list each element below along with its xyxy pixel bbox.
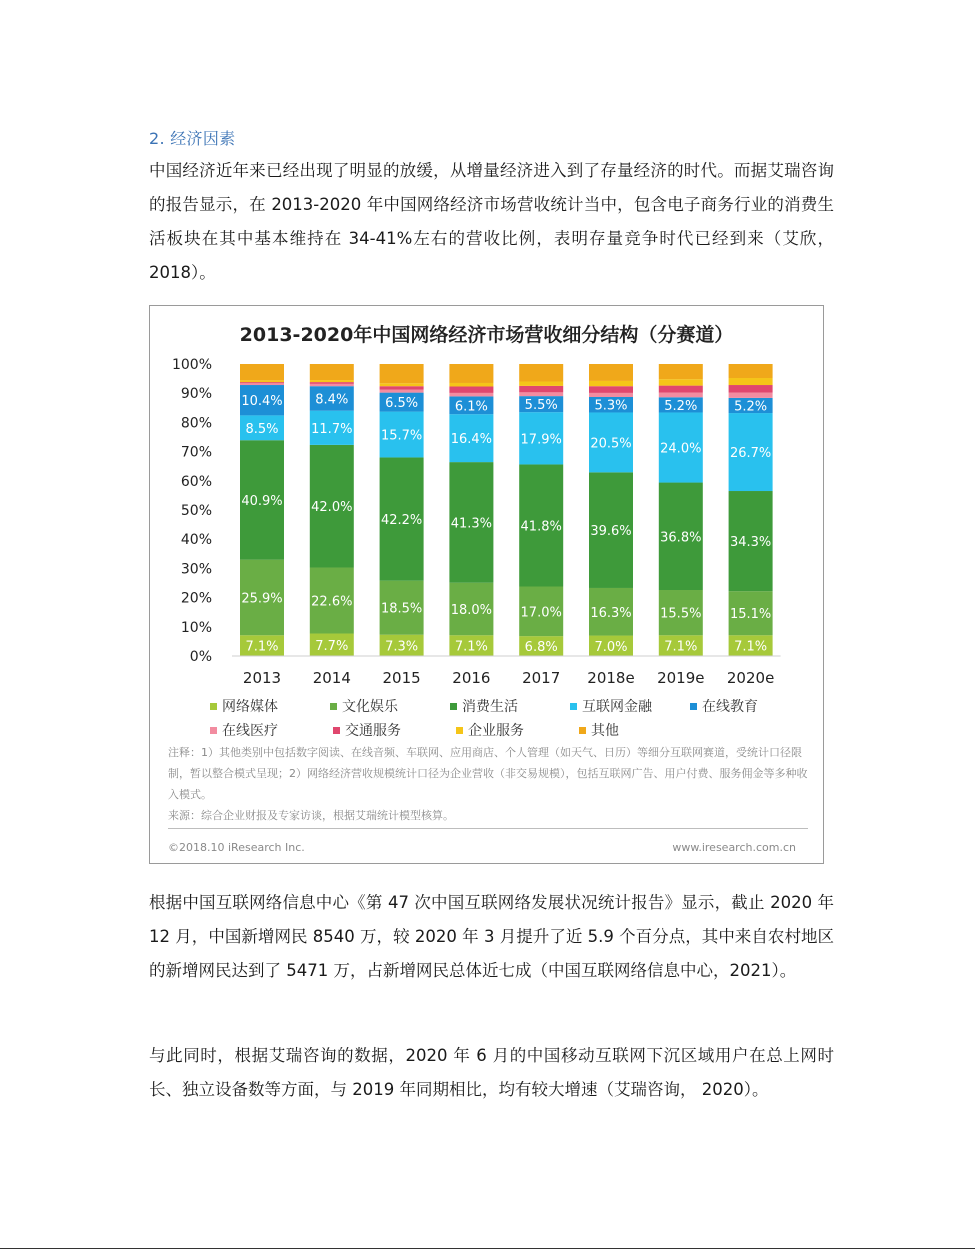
y-tick-label: 20%: [180, 590, 212, 607]
bar-segment: [449, 386, 493, 392]
bar-segment: [589, 364, 633, 381]
bar-segment: [519, 382, 563, 386]
data-label: 11.7%: [311, 421, 353, 437]
data-label: 25.9%: [241, 591, 283, 607]
data-label: 6.8%: [524, 640, 558, 656]
legend-label: 网络媒体: [222, 699, 278, 715]
bar-segment: [380, 390, 424, 393]
data-label: 8.4%: [315, 392, 349, 408]
chart-source: 来源：综合企业财报及专家访谈，根据艾瑞统计模型核算。: [168, 809, 454, 822]
bar-segment: [310, 364, 354, 380]
data-label: 5.5%: [524, 398, 558, 414]
legend-item-enterprise: [456, 720, 579, 740]
bar-segment: [310, 380, 354, 382]
data-label: 20.5%: [590, 436, 632, 452]
data-label: 8.5%: [245, 421, 279, 437]
data-label: 42.0%: [311, 500, 353, 516]
paragraph-cnnic-report: 根据中国互联网络信息中心《第 47 次中国互联网络发展状况统计报告》显示，截止 2020 年 12 月，中国新增网民 8540 万，较 2020 年 3 月提升了近 5.9 个百分点，其中来自农村地区的新增网民达到了 5471 万，占新增网民总体近七成（中国互联网络信息中心，2021）。: [149, 893, 834, 980]
legend-item-media: [210, 696, 330, 716]
data-label: 7.1%: [454, 639, 488, 655]
x-tick-label: 2018e: [587, 669, 635, 687]
legend-item-finance: [570, 696, 690, 716]
bar-segment: [449, 383, 493, 387]
x-tick-label: 2016: [452, 669, 491, 687]
data-label: 10.4%: [241, 394, 283, 410]
bar-segment: [519, 392, 563, 396]
data-label: 6.5%: [385, 396, 419, 412]
x-tick-label: 2015: [382, 669, 421, 687]
bar-segment: [449, 393, 493, 397]
legend-swatch: [456, 727, 463, 734]
y-tick-label: 40%: [180, 532, 212, 549]
y-tick-label: 50%: [180, 503, 212, 519]
data-label: 34.3%: [729, 535, 772, 551]
legend-label: 企业服务: [468, 723, 524, 739]
bar-segment: [729, 385, 773, 393]
bar-segment: [240, 383, 284, 385]
y-tick-label: 30%: [180, 561, 212, 578]
legend-label: 在线医疗: [222, 723, 278, 739]
x-tick-label: 2017: [522, 669, 561, 687]
bar-segment: [240, 380, 284, 382]
legend-row-2: [210, 718, 810, 742]
website-text: www.iresearch.com.cn: [672, 841, 796, 854]
chart-note: 注释：1）其他类别中包括数字阅读、在线音频、车联网、应用商店、个人管理（如天气、日历）等细分互联网赛道，受统计口径限制，暂以整合模式呈现；2）网络经济营收规模统计口径为企业营收（非交易规模），包括互联网广告、用户付费、服务佣金等多种收入模式。: [168, 746, 808, 801]
x-tick-label: 2020e: [726, 669, 775, 687]
stacked-bar-chart: [150, 306, 823, 691]
data-label: 17.9%: [520, 432, 562, 448]
bar-segment: [380, 383, 424, 386]
data-label: 15.7%: [380, 428, 423, 444]
legend-swatch: [450, 703, 457, 710]
data-label: 7.0%: [594, 639, 628, 655]
bar-segment: [589, 393, 633, 397]
page-footer-rule: [0, 1248, 975, 1249]
paragraph-economic-factors: 中国经济近年来已经出现了明显的放缓，从增量经济进入到了存量经济的时代。而据艾瑞咨询的报告显示，在 2013-2020 年中国网络经济市场营收统计当中，包含电子商务行业的消费生活板块在其中基本维持在 34-41%左右的营收比例，表明存量竞争时代已经到来（艾欣，2018）。: [149, 161, 834, 282]
y-tick-label: 10%: [180, 619, 212, 636]
bar-segment: [589, 381, 633, 386]
legend-swatch: [210, 727, 217, 734]
data-label: 18.5%: [380, 601, 423, 617]
section-heading: 2. 经济因素: [149, 129, 236, 148]
bar-segment: [729, 393, 773, 398]
y-tick-label: 70%: [180, 444, 212, 461]
chart-title: 2013-2020年中国网络经济市场营收细分结构（分赛道）: [239, 324, 734, 346]
bar-segment: [659, 379, 703, 385]
bar-segment: [659, 364, 703, 379]
chart-legend: [210, 694, 810, 742]
data-label: 36.8%: [660, 530, 702, 546]
data-label: 7.3%: [385, 639, 419, 655]
bar-segment: [519, 364, 563, 382]
data-label: 5.2%: [734, 399, 768, 415]
data-label: 15.1%: [729, 607, 772, 623]
bar-segment: [449, 364, 493, 383]
legend-swatch: [690, 703, 697, 710]
y-tick-label: 80%: [180, 415, 212, 432]
data-label: 16.4%: [450, 432, 493, 448]
bar-segment: [659, 393, 703, 398]
divider: [168, 828, 808, 829]
legend-label: 交通服务: [345, 723, 401, 739]
legend-swatch: [210, 703, 217, 710]
chart-notes: [168, 742, 808, 826]
legend-label: 在线教育: [702, 699, 758, 715]
bar-segment: [729, 364, 773, 378]
bar-segment: [310, 384, 354, 386]
y-tick-label: 100%: [171, 357, 212, 373]
data-label: 42.2%: [380, 513, 423, 529]
y-tick-label: 90%: [180, 386, 212, 403]
y-tick-label: 0%: [189, 649, 212, 665]
data-label: 41.8%: [520, 519, 562, 535]
bar-segment: [659, 386, 703, 393]
legend-item-education: [690, 696, 810, 716]
data-label: 16.3%: [590, 605, 632, 621]
data-label: 7.1%: [664, 639, 698, 655]
bar-segment: [589, 386, 633, 393]
bar-segment: [380, 364, 424, 383]
legend-item-medical: [210, 720, 333, 740]
x-tick-label: 2014: [312, 669, 351, 687]
paragraph-iresearch-data: 与此同时，根据艾瑞咨询的数据，2020 年 6 月的中国移动互联网下沉区域用户在总上网时长、独立设备数等方面，与 2019 年同期相比，均有较大增速（艾瑞咨询， 2020）。: [149, 1046, 834, 1099]
chart-figure: [149, 305, 824, 864]
legend-item-entertainment: [330, 696, 450, 716]
legend-swatch: [570, 703, 577, 710]
copyright-text: ©2018.10 iResearch Inc.: [168, 841, 305, 854]
data-label: 24.0%: [660, 441, 702, 457]
bar-segment: [519, 386, 563, 392]
legend-label: 消费生活: [462, 699, 518, 715]
data-label: 41.3%: [450, 516, 493, 532]
legend-item-consumer-life: [450, 696, 570, 716]
legend-swatch: [330, 703, 337, 710]
data-label: 22.6%: [311, 594, 353, 610]
bar-segment: [380, 386, 424, 390]
data-label: 5.3%: [594, 398, 628, 414]
legend-label: 其他: [591, 723, 619, 739]
bar-segment: [240, 364, 284, 380]
data-label: 7.1%: [734, 639, 768, 655]
legend-label: 互联网金融: [582, 699, 652, 715]
data-label: 5.2%: [664, 398, 698, 414]
y-tick-label: 60%: [180, 473, 212, 490]
data-label: 17.0%: [520, 605, 562, 621]
legend-label: 文化娱乐: [342, 699, 398, 715]
data-label: 40.9%: [241, 493, 283, 509]
legend-row-1: [210, 694, 810, 718]
data-label: 39.6%: [590, 524, 632, 540]
bar-segment: [310, 382, 354, 384]
x-tick-label: 2019e: [657, 669, 705, 687]
data-label: 18.0%: [450, 602, 493, 618]
legend-item-transport: [333, 720, 456, 740]
bar-segment: [729, 378, 773, 385]
legend-swatch: [333, 727, 340, 734]
data-label: 6.1%: [454, 399, 488, 415]
data-label: 7.7%: [315, 638, 349, 654]
data-label: 15.5%: [660, 606, 702, 622]
legend-swatch: [579, 727, 586, 734]
data-label: 26.7%: [729, 446, 772, 462]
x-tick-label: 2013: [242, 669, 282, 687]
legend-item-other: [579, 720, 702, 740]
bar-segment: [240, 382, 284, 383]
data-label: 7.1%: [245, 639, 279, 655]
